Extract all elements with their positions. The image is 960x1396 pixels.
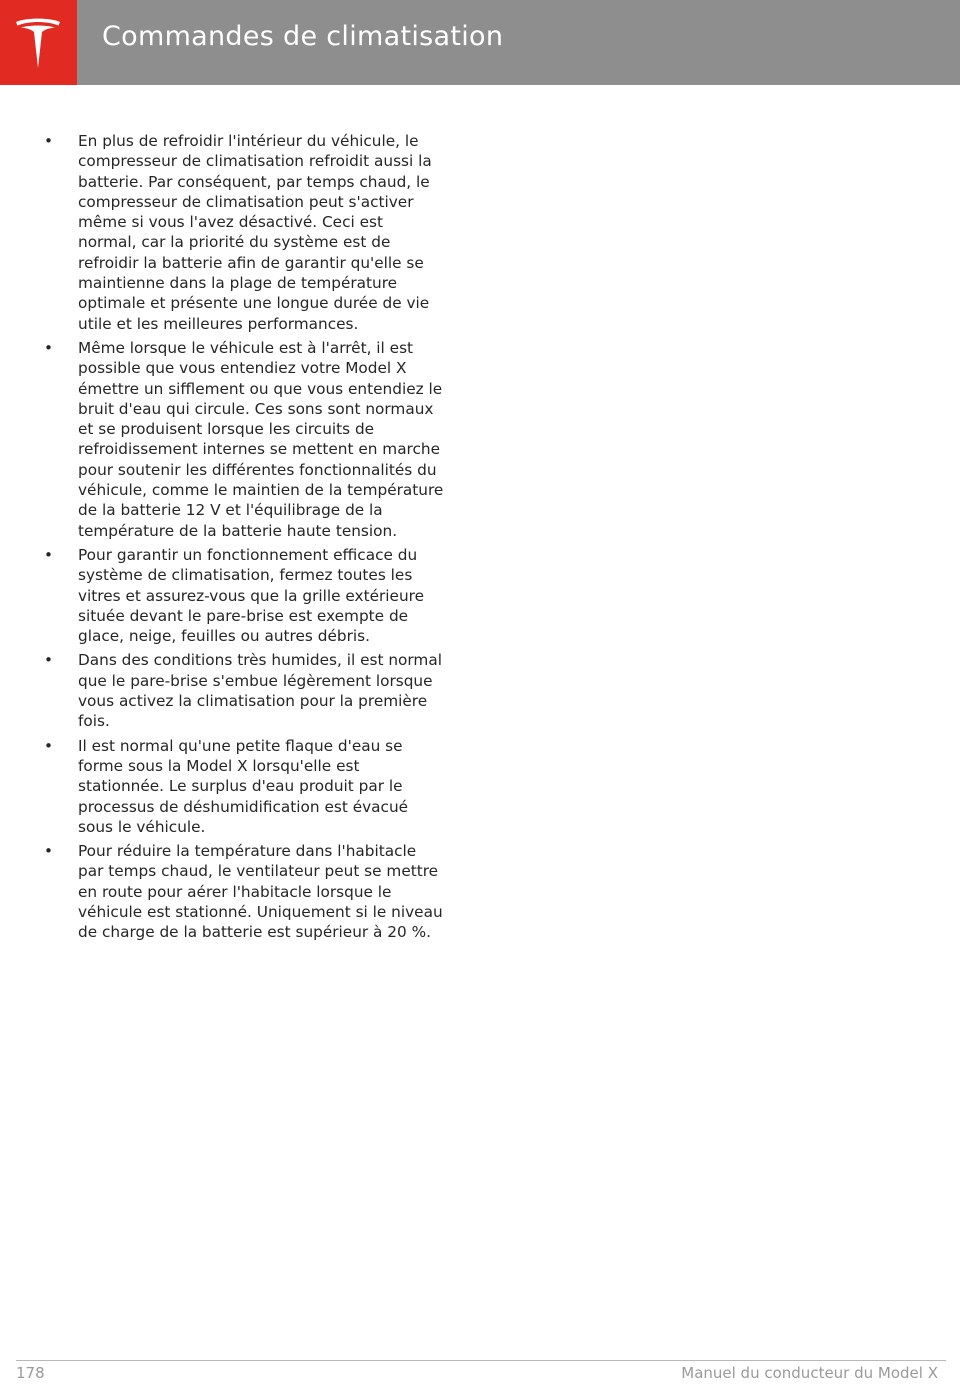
page-title: Commandes de climatisation	[102, 21, 504, 52]
bullet-list	[44, 131, 444, 943]
list-item-text: Même lorsque le véhicule est à l'arrêt, il est possible que vous entendiez votre Model X émettre un sifflement ou que vous entendiez le bruit d'eau qui circule. Ces sons sont normaux et se produisent lorsque les circuits de refroidissement internes se mettent en marche pour soutenir les différentes fonctionnalités du véhicule, comme le maintien de la température de la batterie 12 V et l'équilibrage de la température de la batterie haute tension.	[78, 338, 444, 540]
footer-divider	[16, 1360, 946, 1361]
list-item	[44, 650, 444, 731]
list-item	[44, 545, 444, 646]
tesla-logo-icon	[13, 16, 63, 70]
list-item-text: Dans des conditions très humides, il est normal que le pare-brise s'embue légèrement lorsque vous activez la climatisation pour la première fois.	[78, 651, 442, 731]
bullet-dot: •	[44, 651, 54, 670]
list-item	[44, 736, 444, 837]
bullet-dot: •	[44, 545, 54, 564]
page-number: 178	[16, 1364, 45, 1382]
bullet-dot: •	[44, 736, 54, 755]
bullet-dot: •	[44, 338, 54, 357]
footer-title: Manuel du conducteur du Model X	[681, 1364, 938, 1382]
list-item	[44, 131, 444, 334]
list-item-text: Pour garantir un fonctionnement efficace du système de climatisation, fermez toutes les vitres et assurez-vous que la grille extérieure située devant le pare-brise est exempte de glace, neige, feuilles ou autres débris.	[78, 545, 425, 646]
tesla-logo	[0, 0, 77, 85]
bullet-dot: •	[44, 842, 54, 861]
main-content	[44, 131, 444, 947]
page-header	[0, 0, 960, 85]
list-item	[44, 841, 444, 942]
bullet-dot: •	[44, 132, 54, 150]
list-item-text: Il est normal qu'une petite flaque d'eau se forme sous la Model X lorsqu'elle est stationnée. Le surplus d'eau produit par le processus de déshumidification est évacué sous le véhicule.	[78, 736, 409, 836]
list-item	[44, 338, 444, 541]
list-item-text: Pour réduire la température dans l'habitacle par temps chaud, le ventilateur peut se mettre en route pour aérer l'habitacle lorsque le véhicule est stationné. Uniquement si le niveau de charge de la batterie est supérieur à 20 %.	[78, 842, 443, 942]
list-item-text: En plus de refroidir l'intérieur du véhicule, le compresseur de climatisation refroidit aussi la batterie. Par conséquent, par temps chaud, le compresseur de climatisation peut s'activer même si vous l'avez désactivé. Ceci est normal, car la priorité du système est de refroidir la batterie afin de garantir qu'elle se maintienne dans la plage de température optimale et présente une longue durée de vie utile et les meilleures performances.	[78, 132, 432, 333]
